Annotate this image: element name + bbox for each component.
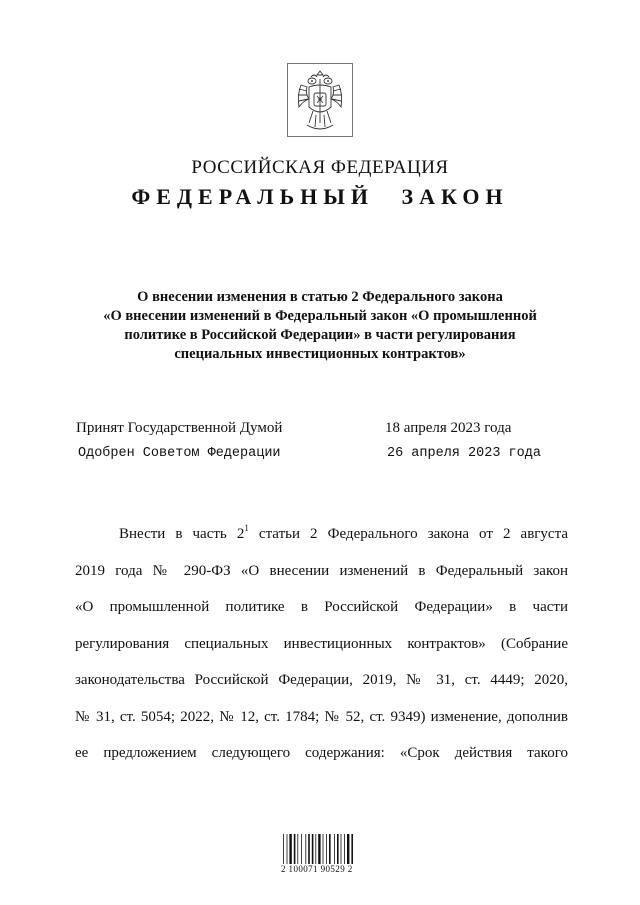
- law-title-line: специальных инвестиционных контрактов»: [174, 346, 466, 362]
- coat-of-arms-icon: [287, 63, 353, 137]
- country-name: РОССИЙСКАЯ ФЕДЕРАЦИЯ: [191, 157, 449, 178]
- law-title-line: «О внесении изменений в Федеральный закон «О промышленной: [103, 308, 537, 324]
- law-body-text: [75, 516, 568, 772]
- body-line-part: статьи 2 Федерального закона от 2 августа: [248, 526, 568, 542]
- body-line: 2019 года № 290-ФЗ «О внесении изменений в Федеральный закон: [75, 562, 568, 579]
- council-approval-label: Одобрен Советом Федерации: [78, 446, 281, 461]
- body-line-part: Внести в часть 2: [119, 526, 245, 542]
- council-approval-date: 26 апреля 2023 года: [387, 446, 541, 461]
- duma-adoption-label: Принят Государственной Думой: [76, 420, 283, 436]
- body-line: «О промышленной политике в Российской Федерации» в части: [75, 599, 568, 615]
- duma-adoption-date: 18 апреля 2023 года: [385, 420, 512, 436]
- law-title-line: О внесении изменения в статью 2 Федерального закона: [137, 289, 503, 305]
- body-line: № 31, ст. 5054; 2022, № 12, ст. 1784; № 52, ст. 9349) изменение, дополнив: [75, 708, 568, 725]
- superscript: 1: [244, 523, 249, 533]
- body-line: ее предложением следующего содержания: «Срок действия такого: [75, 745, 568, 761]
- law-title: [60, 288, 580, 364]
- body-line: [75, 516, 568, 553]
- document-type: ФЕДЕРАЛЬНЫЙ ЗАКОН: [131, 184, 509, 209]
- law-title-line: политике в Российской Федерации» в части регулирования: [124, 327, 516, 343]
- body-line: законодательства Российской Федерации, 2019, № 31, ст. 4449; 2020,: [75, 672, 568, 688]
- barcode-number: 2 100071 90529 2: [281, 864, 353, 874]
- body-line: регулирования специальных инвестиционных контрактов» (Собрание: [75, 635, 568, 652]
